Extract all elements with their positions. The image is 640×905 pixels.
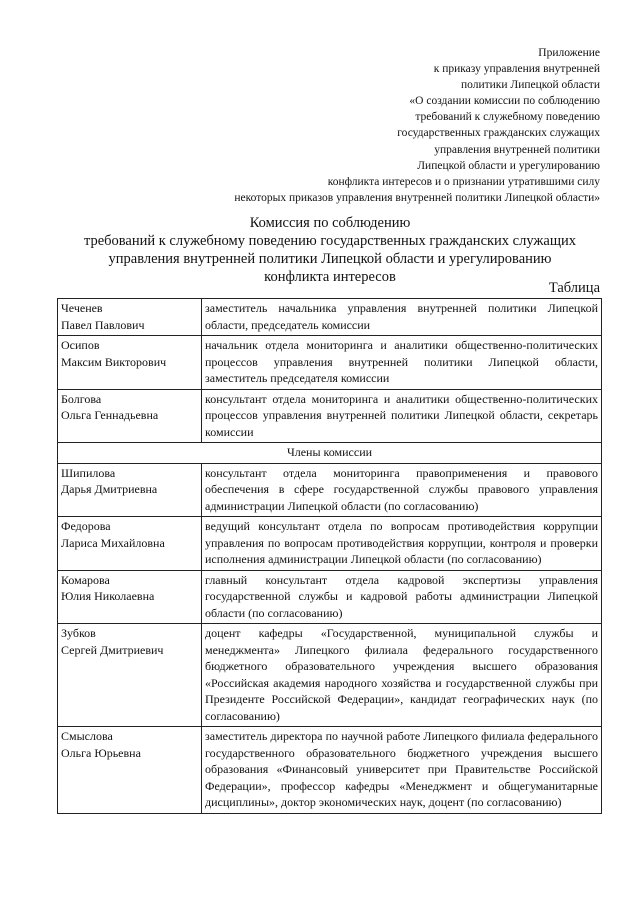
member-role: главный консультант отдела кадровой экспертизы управления государственной службы и кадровой работы администрации Липецкой области (по согласованию) <box>202 570 602 624</box>
member-name-cell <box>58 570 202 624</box>
appendix-line: государственных гражданских служащих <box>397 127 600 140</box>
document-title <box>40 214 620 286</box>
table-row <box>58 463 602 517</box>
title-line: Комиссия по соблюдению <box>249 215 411 231</box>
member-given-names: Сергей Дмитриевич <box>61 642 164 657</box>
member-given-names: Павел Павлович <box>61 317 145 332</box>
member-name-cell <box>58 624 202 727</box>
table-row <box>58 624 602 727</box>
appendix-header <box>160 45 600 206</box>
member-name-cell <box>58 517 202 571</box>
member-surname: Осипов <box>61 338 100 352</box>
appendix-line: управления внутренней политики <box>434 143 600 156</box>
member-name-cell <box>58 389 202 443</box>
member-surname: Зубков <box>61 626 96 640</box>
member-role: доцент кафедры «Государственной, муниципальной службы и менеджмента» Липецкого филиала федерального государственного бюджетного образовательного учреждения высшего образования «Российская академия народного хозяйства и государственной службы при Президенте Российской Федерации», кандидат географических наук (по согласованию) <box>202 624 602 727</box>
member-surname: Федорова <box>61 519 111 533</box>
table-label: Таблица <box>548 280 600 296</box>
member-name-cell <box>58 727 202 814</box>
member-surname: Болгова <box>61 391 102 406</box>
members-heading: Члены комиссии <box>58 443 602 464</box>
title-line: управления внутренней политики Липецкой области и урегулированию <box>108 251 552 267</box>
appendix-line: политики Липецкой области <box>460 79 600 92</box>
member-given-names: Лариса Михайловна <box>61 535 165 550</box>
member-name-cell <box>58 463 202 517</box>
member-given-names: Юлия Николаевна <box>61 589 155 603</box>
appendix-line: «О создании комиссии по соблюдению <box>409 95 600 108</box>
member-surname: Чеченев <box>61 301 103 315</box>
member-given-names: Максим Викторович <box>61 354 167 369</box>
title-line: требований к служебному поведению государственных гражданских служащих <box>83 233 577 249</box>
member-given-names: Ольга Геннадьевна <box>61 408 159 422</box>
member-role: ведущий консультант отдела по вопросам противодействия коррупции управления по вопросам противодействия коррупции, контроля и проверки исполнения администрации Липецкой области (по согласованию) <box>202 517 602 571</box>
table-row <box>58 570 602 624</box>
appendix-line: некоторых приказов управления внутренней политики Липецкой области» <box>234 191 600 204</box>
appendix-line: требований к служебному поведению <box>415 111 600 124</box>
appendix-line: к приказу управления внутренней <box>433 63 600 76</box>
member-role: заместитель директора по научной работе Липецкого филиала федерального государственного образовательного бюджетного учреждения высшего образования «Финансовый университет при Правительстве Российской Федерации», профессор кафедры «Менеджмент и общегуманитарные дисциплины», доктор экономических наук, доцент (по согласованию) <box>202 727 602 814</box>
member-surname: Шипилова <box>61 465 116 480</box>
title-line: конфликта интересов <box>264 269 396 285</box>
table-row <box>58 389 602 443</box>
member-role: консультант отдела мониторинга и аналитики общественно-политических процессов управления внутренней политики Липецкой области, секретарь комиссии <box>202 389 602 443</box>
appendix-line: конфликта интересов и о признании утратившими силу <box>327 175 600 188</box>
member-name-cell <box>58 336 202 390</box>
appendix-line: Липецкой области и урегулированию <box>417 159 600 172</box>
table-row <box>58 299 602 336</box>
member-given-names: Дарья Дмитриевна <box>61 482 158 496</box>
appendix-line: Приложение <box>538 47 600 59</box>
member-role: заместитель начальника управления внутренней политики Липецкой области, председатель комиссии <box>202 299 602 336</box>
member-name-cell <box>58 299 202 336</box>
member-role: консультант отдела мониторинга правоприменения и правового обеспечения в сфере государственной службы правового управления администрации Липецкой области (по согласованию) <box>202 463 602 517</box>
member-surname: Смыслова <box>61 729 113 743</box>
member-role: начальник отдела мониторинга и аналитики общественно-политических процессов управления внутренней политики Липецкой области, заместитель председателя комиссии <box>202 336 602 390</box>
table-row <box>58 727 602 814</box>
commission-table <box>57 298 602 814</box>
section-row <box>58 443 602 464</box>
member-given-names: Ольга Юрьевна <box>61 745 141 760</box>
table-row <box>58 336 602 390</box>
member-surname: Комарова <box>61 572 110 587</box>
table-row <box>58 517 602 571</box>
